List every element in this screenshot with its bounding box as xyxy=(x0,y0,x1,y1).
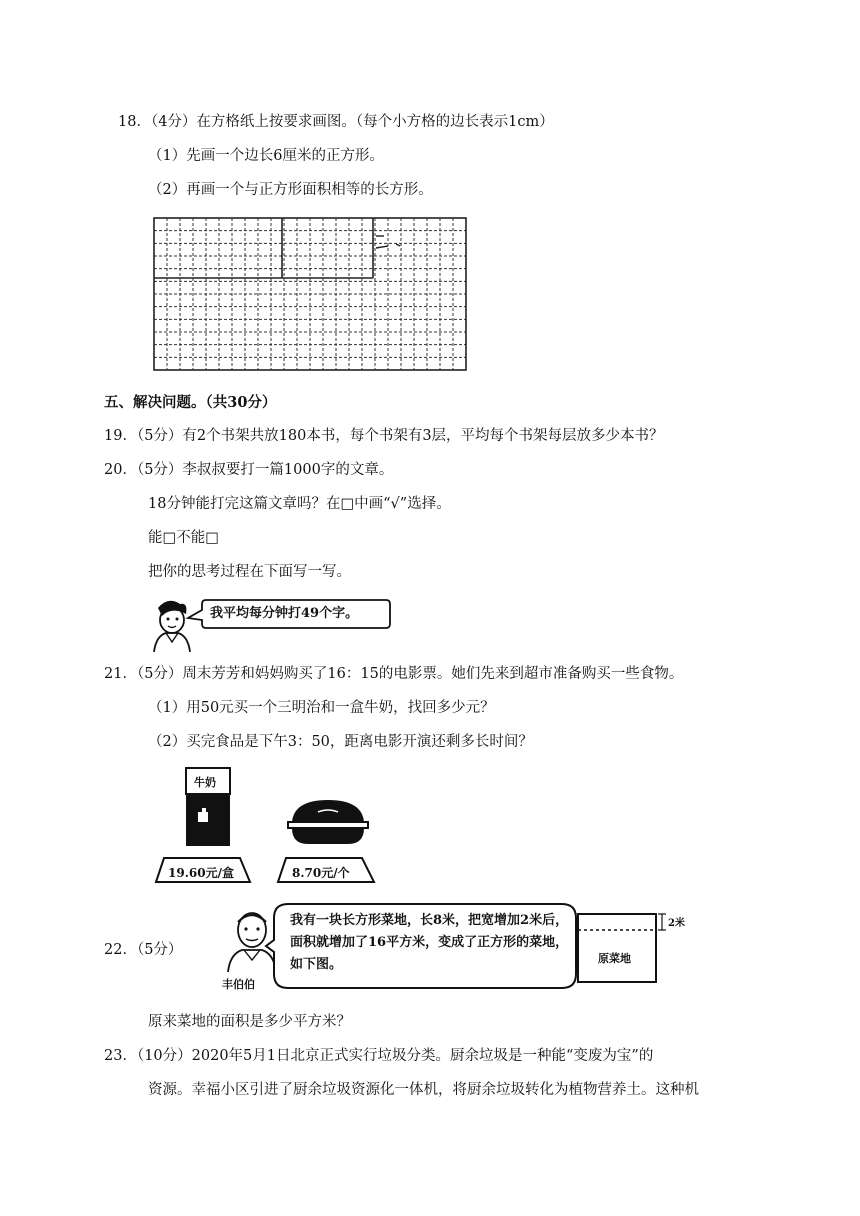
q22-bubble-text: 我有一块长方形菜地，长8米，把宽增加2米后，面积就增加了16平方米，变成了正方形的菜地，如下图。 xyxy=(290,913,569,972)
q20-line2: 18分钟能打完这篇文章吗？在□中画“√”选择。 xyxy=(148,496,451,512)
plot-label: 原菜地 xyxy=(598,952,631,965)
milk-price-tag: 19.60元/盒 xyxy=(168,866,234,880)
milk-label: 牛奶 xyxy=(194,776,216,789)
q22-question: 原来菜地的面积是多少平方米？ xyxy=(148,1014,351,1030)
q21-illustration xyxy=(148,760,384,890)
q22-stem: 22．（5分） xyxy=(104,942,183,958)
q20-illustration xyxy=(148,594,392,652)
q23-line2: 资源。幸福小区引进了厨余垃圾资源化一体机，将厨余垃圾转化为植物营养土。这种机 xyxy=(148,1082,699,1098)
q20-line4: 把你的思考过程在下面写一写。 xyxy=(148,564,351,580)
sandwich-icon xyxy=(288,800,368,844)
q18-stem: 18．（4分）在方格纸上按要求画图。（每个小方格的边长表示1cm） xyxy=(118,114,554,130)
q20-bubble-text: 我平均每分钟打49个字。 xyxy=(210,606,359,621)
q22-illustration xyxy=(216,900,686,996)
q18-part1: （1）先画一个边长6厘米的正方形。 xyxy=(148,148,384,164)
q21-part1: （1）用50元买一个三明治和一盒牛奶，找回多少元？ xyxy=(148,700,495,716)
q20-stem: 20．（5分）李叔叔要打一篇1000字的文章。 xyxy=(104,462,394,478)
width-increase-label: 2米 xyxy=(668,918,685,929)
q21-part2: （2）买完食品是下午3：50，距离电影开演还剩多长时间？ xyxy=(148,734,533,750)
q20-choice: 能□不能□ xyxy=(148,530,219,546)
q23-line1: 23．（10分）2020年5月1日北京正式实行垃圾分类。厨余垃圾是一种能“变废为宝”的 xyxy=(104,1048,654,1064)
q18-part2: （2）再画一个与正方形面积相等的长方形。 xyxy=(148,182,433,198)
speaker-name: 丰伯伯 xyxy=(222,978,255,991)
section-5-title: 五、解决问题。（共30分） xyxy=(104,394,277,411)
q21-stem: 21．（5分）周末芳芳和妈妈购买了16：15的电影票。她们先来到超市准备购买一些食物。 xyxy=(104,666,684,682)
grid-paper xyxy=(152,216,468,372)
q19-stem: 19．（5分）有2个书架共放180本书，每个书架有3层，平均每个书架每层放多少本书？ xyxy=(104,428,664,444)
sandwich-price-tag: 8.70元/个 xyxy=(292,866,350,880)
